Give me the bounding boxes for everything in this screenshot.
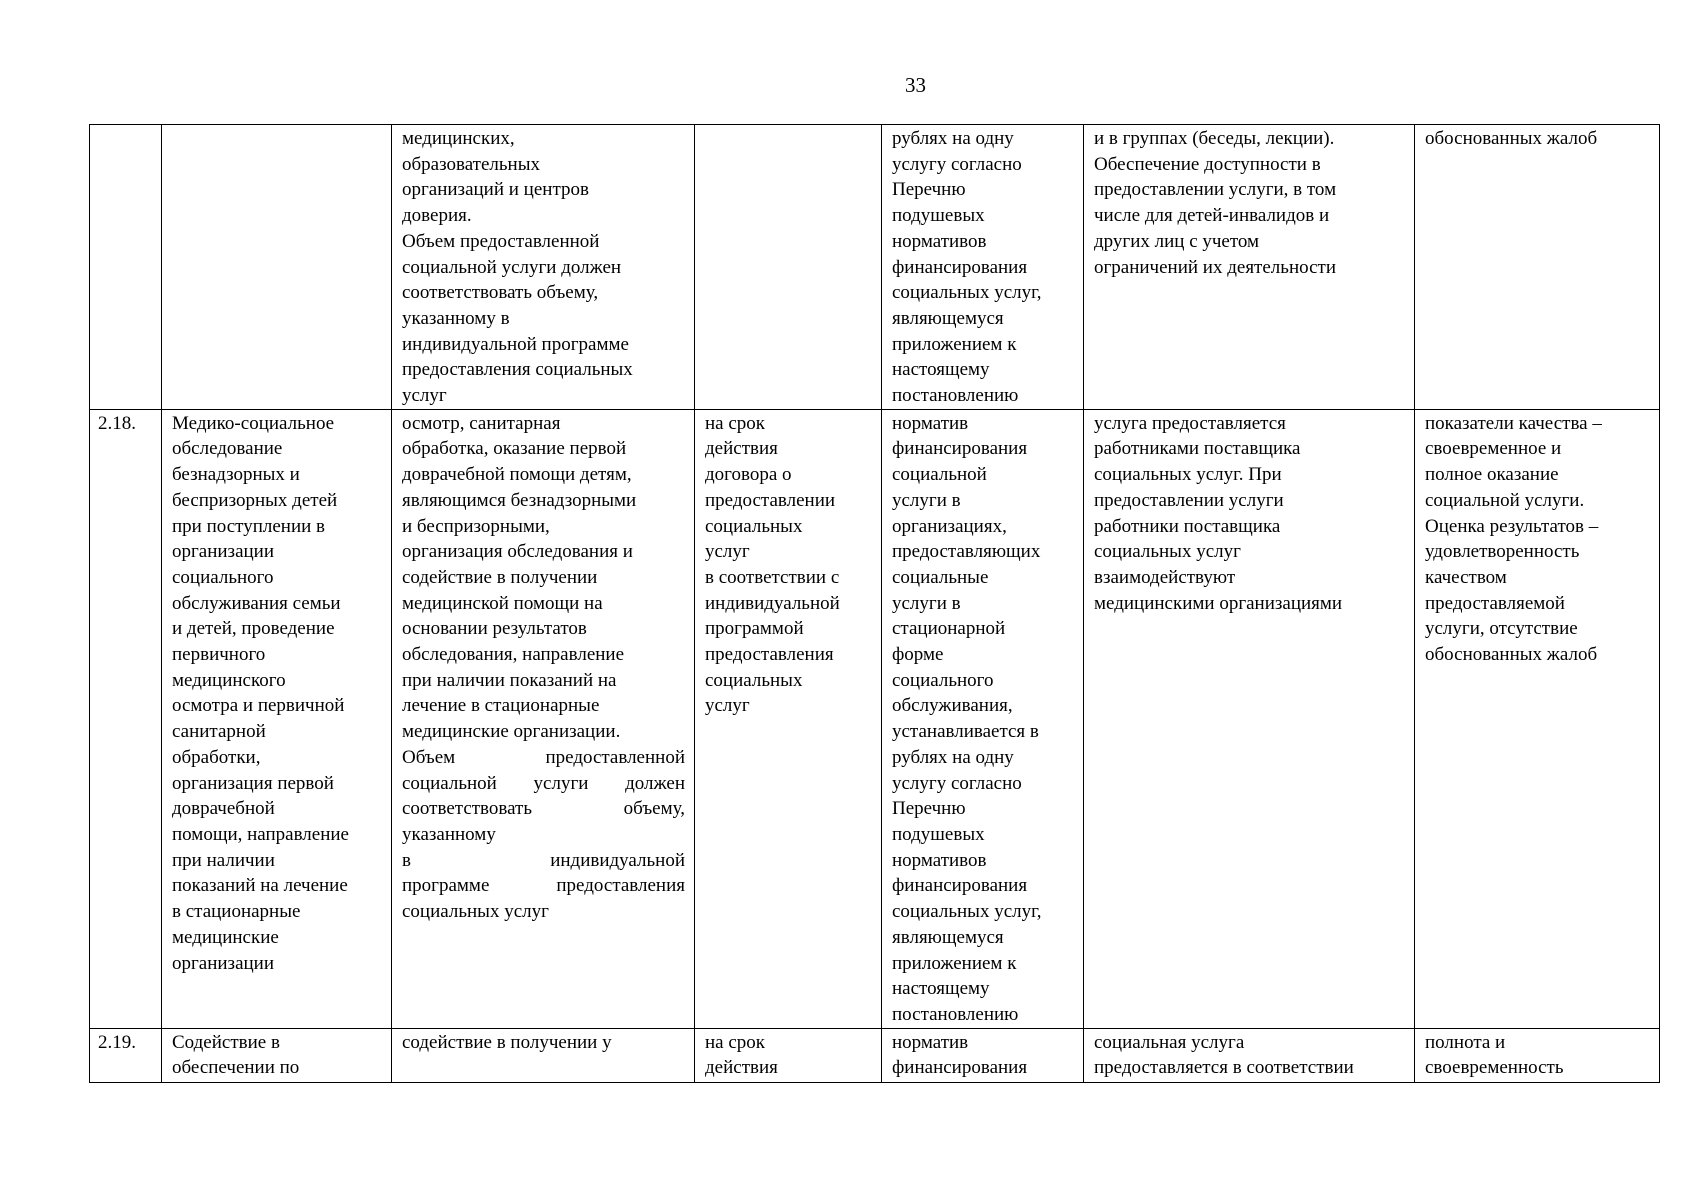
service-conditions: социальная услуга предоставляется в соответствии (1084, 1028, 1415, 1082)
service-quality: обоснованных жалоб (1415, 125, 1660, 410)
service-norm: рублях на одну услугу согласно Перечню подушевых нормативов финансирования социальных услуг, являющемуся приложением к настоящему постановлению (882, 125, 1084, 410)
content-line: и беспризорными, (402, 515, 550, 537)
service-term: на срок действия (695, 1028, 882, 1082)
service-content: содействие в получении у (392, 1028, 695, 1082)
table-row (90, 125, 1660, 410)
service-name: Содействие в обеспечении по (162, 1028, 392, 1082)
content-line: медицинской помощи на (402, 592, 603, 614)
row-number: 2.19. (90, 1028, 162, 1082)
table-row (90, 1028, 1660, 1082)
row-number (90, 125, 162, 410)
service-content: медицинских, образовательных организаций и центров доверия. Объем предоставленной социальной услуги должен соответствовать объему, указанному в индивидуальной программе предоставления социальных услуг (392, 125, 695, 410)
content-line: социальных услуг (402, 901, 549, 923)
content-line: содействие в получении (402, 566, 598, 588)
service-content (392, 409, 695, 1028)
row-number: 2.18. (90, 409, 162, 1028)
service-name: Медико-социальное обследование безнадзорных и беспризорных детей при поступлении в организации социального обслуживания семьи и детей, проведение первичного медицинского осмотра и первичной санитарной обработки, организация первой доврачебной помощи, направление при наличии показаний на лечение в стационарные медицинские организации (162, 409, 392, 1028)
content-line: обследования, направление (402, 644, 625, 666)
content-justified-line: программе предоставления (402, 875, 685, 897)
content-line: осмотр, санитарная (402, 412, 561, 434)
service-norm: норматив финансирования (882, 1028, 1084, 1082)
service-conditions: услуга предоставляется работниками поставщика социальных услуг. При предоставлении услуги работники поставщика социальных услуг взаимодействуют медицинскими организациями (1084, 409, 1415, 1028)
service-quality: полнота и своевременность (1415, 1028, 1660, 1082)
service-term: на срок действия договора о предоставлении социальных услуг в соответствии с индивидуальной программой предоставления социальных услуг (695, 409, 882, 1028)
content-justified-line: в индивидуальной (402, 849, 685, 871)
content-line: основании результатов (402, 618, 587, 640)
content-line: являющимся безнадзорными (402, 489, 637, 511)
content-line: при наличии показаний на (402, 669, 617, 691)
services-table (89, 124, 1660, 1083)
content-line: доврачебной помощи детям, (402, 464, 632, 486)
service-quality: показатели качества – своевременное и полное оказание социальной услуги. Оценка результатов – удовлетворенность качеством предоставляемой услуги, отсутствие обоснованных жалоб (1415, 409, 1660, 1028)
table-row (90, 409, 1660, 1028)
content-line: организация обследования и (402, 541, 633, 563)
content-justified-line: Объем предоставленной (402, 746, 685, 768)
content-line: обработка, оказание первой (402, 438, 627, 460)
content-line: лечение в стационарные (402, 695, 600, 717)
content-line: указанному (402, 823, 496, 845)
service-name (162, 125, 392, 410)
service-norm: норматив финансирования социальной услуги в организациях, предоставляющих социальные услуги в стационарной форме социального обслуживания, устанавливается в рублях на одну услугу согласно Перечню подушевых нормативов финансирования социальных услуг, являющемуся приложением к настоящему постановлению (882, 409, 1084, 1028)
page-number: 33 (905, 73, 926, 97)
service-term (695, 125, 882, 410)
service-conditions: и в группах (беседы, лекции). Обеспечение доступности в предоставлении услуги, в том числе для детей-инвалидов и других лиц с учетом ограничений их деятельности (1084, 125, 1415, 410)
content-line: медицинские организации. (402, 721, 621, 743)
content-justified-line: социальной услуги должен (402, 772, 685, 794)
content-justified-line: соответствовать объему, (402, 798, 685, 820)
